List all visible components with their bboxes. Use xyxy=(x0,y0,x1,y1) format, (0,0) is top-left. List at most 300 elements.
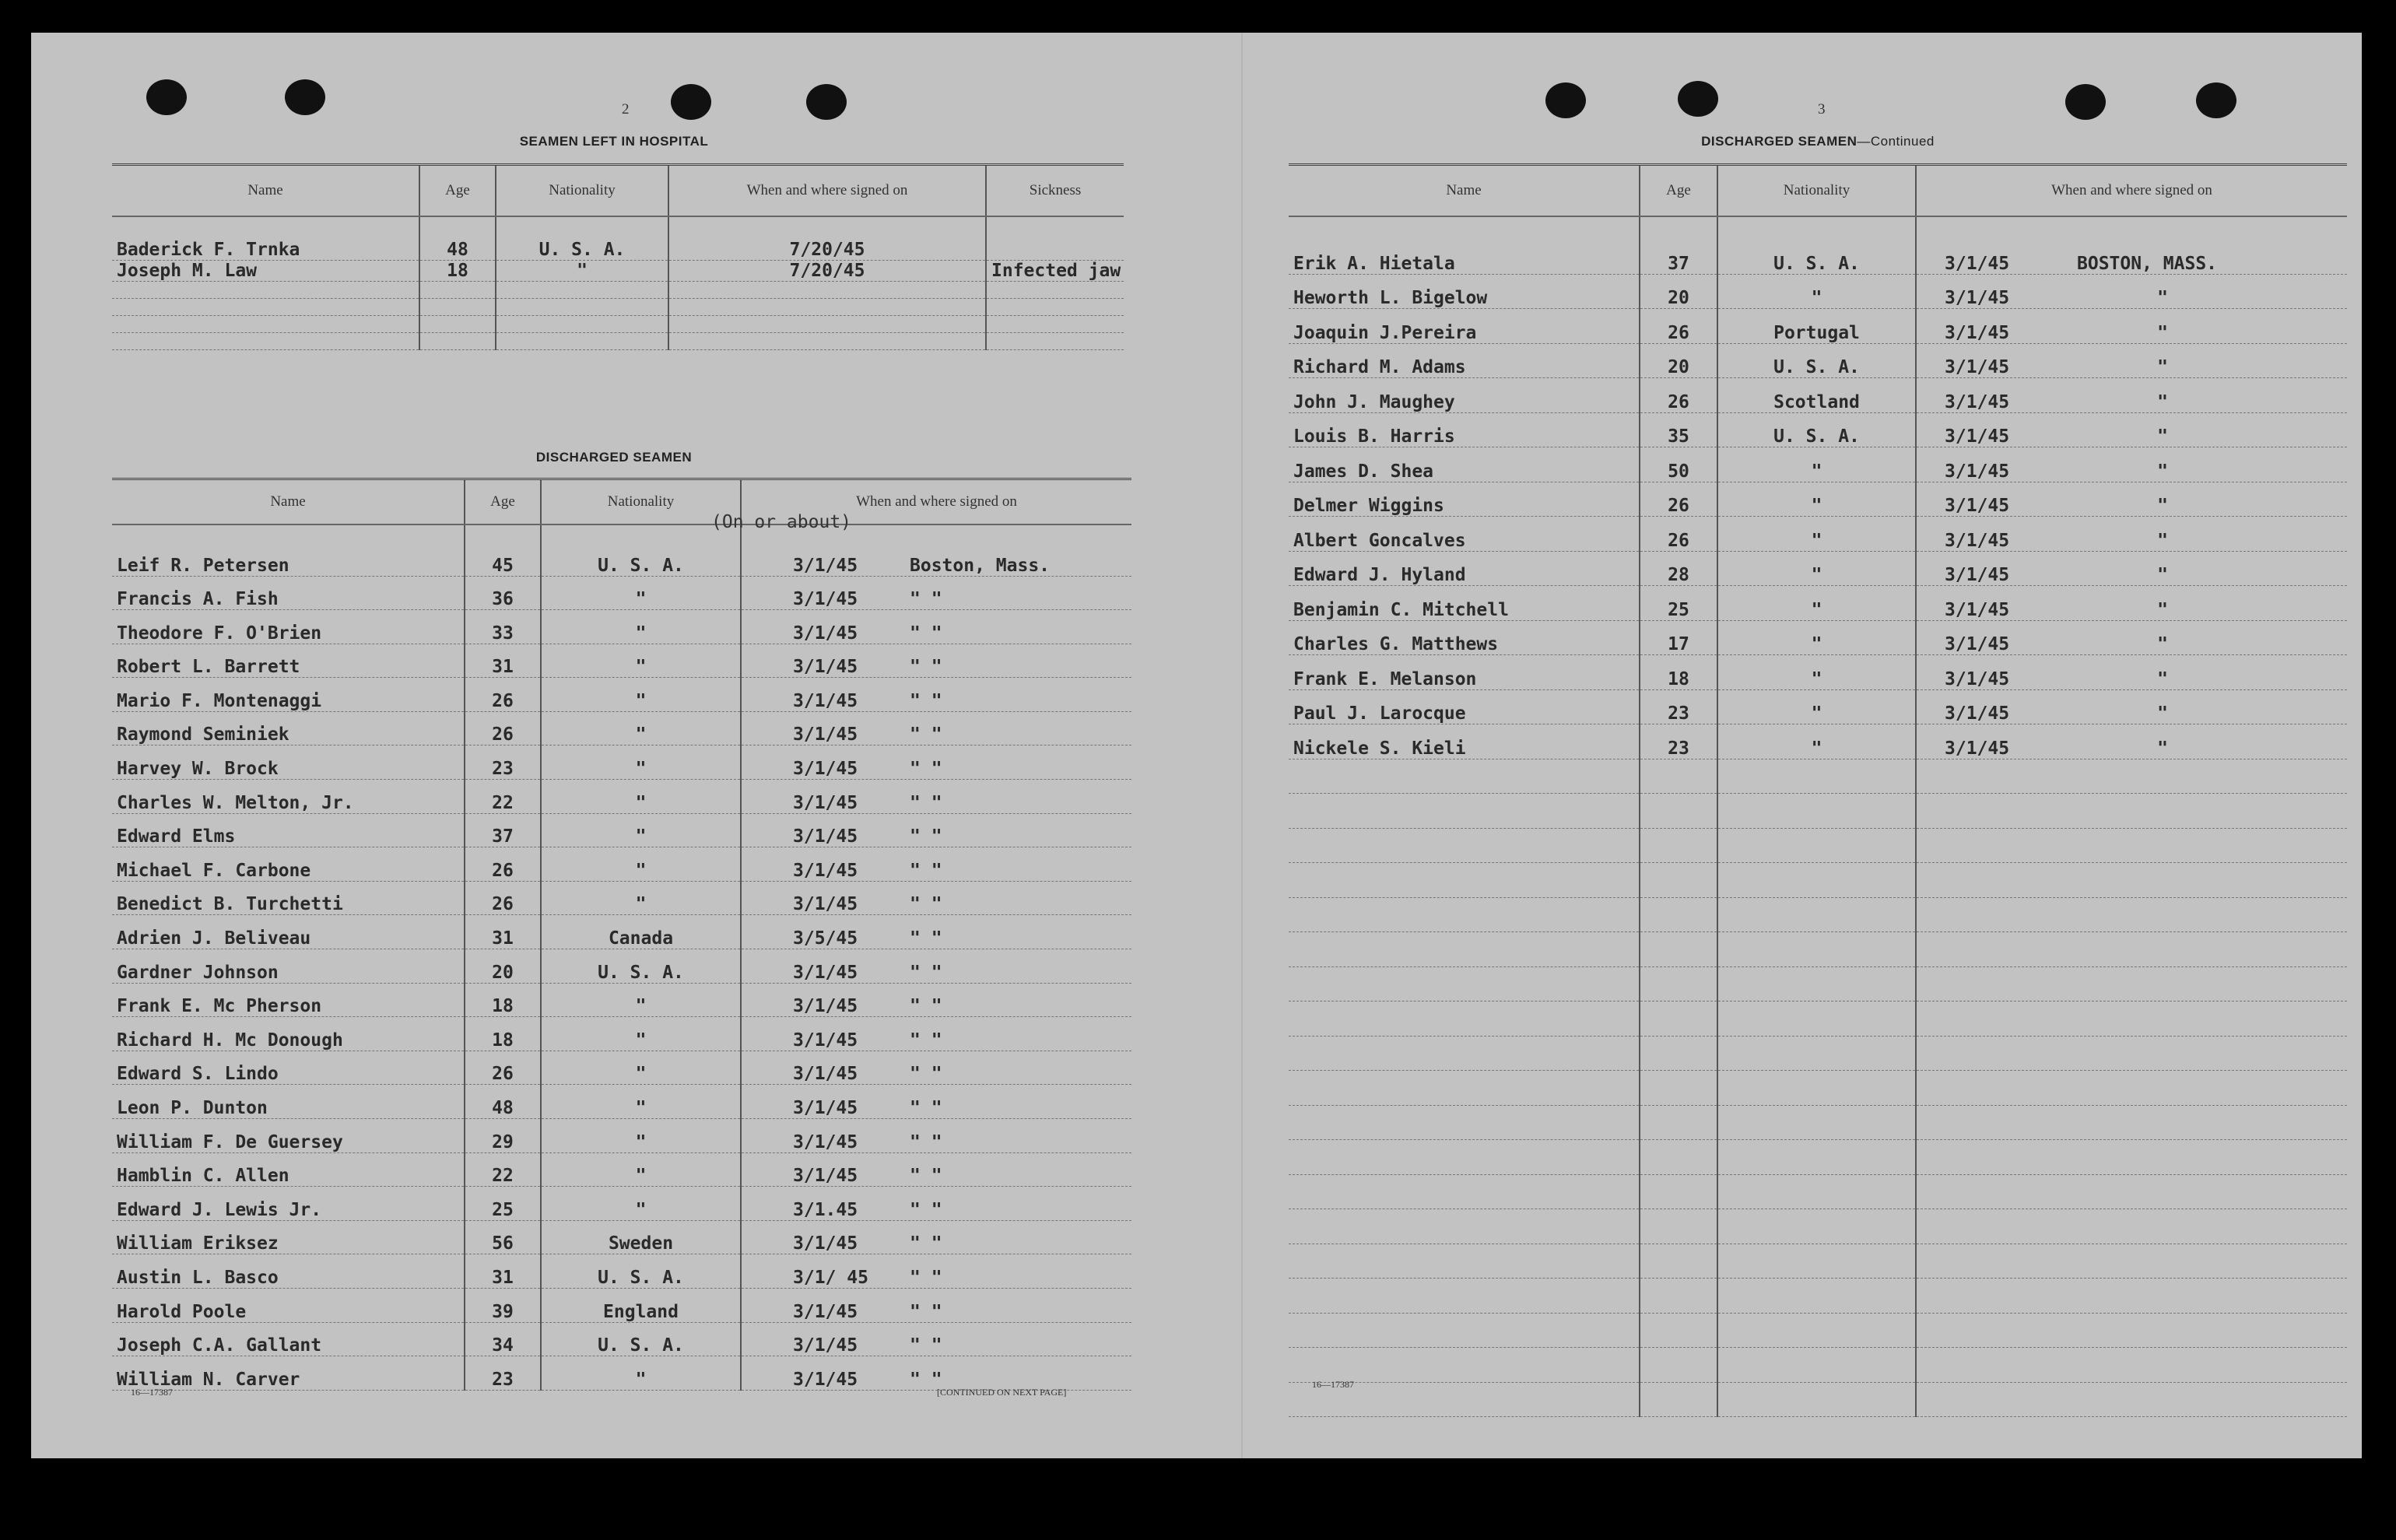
discharged-row xyxy=(1289,378,2347,413)
signed-on-date: 3/1/45 xyxy=(1945,668,2010,689)
seaman-age: 33 xyxy=(465,610,541,644)
col-name: Name xyxy=(1289,165,1640,217)
sickness xyxy=(986,315,1124,332)
blank-cell xyxy=(1640,1279,1717,1314)
discharged-cont-header-row xyxy=(1289,165,2347,217)
blank-cell xyxy=(1640,1244,1717,1279)
blank-cell xyxy=(1289,1279,1640,1314)
seaman-age: 25 xyxy=(1640,586,1717,621)
signed-on-place: " " xyxy=(910,623,942,644)
discharged-header-row xyxy=(112,479,1131,525)
seaman-name: Gardner Johnson xyxy=(112,949,465,984)
discharged-row xyxy=(112,745,1131,780)
blank-cell xyxy=(1717,794,1916,829)
blank-row xyxy=(1289,1140,2347,1175)
continued-note: [CONTINUED ON NEXT PAGE] xyxy=(937,1387,1067,1398)
blank-cell xyxy=(1640,1105,1717,1140)
signed-on-place: " xyxy=(2157,496,2168,516)
signed-on-place: " xyxy=(2157,461,2168,482)
seaman-age: 25 xyxy=(465,1187,541,1221)
blank-cell xyxy=(1916,828,2347,863)
signed-on xyxy=(1916,586,2347,621)
seaman-nationality: Sweden xyxy=(541,1220,741,1254)
signed-on-date: 3/1/45 xyxy=(793,1098,858,1118)
right-page xyxy=(1289,33,2347,1458)
col-sickness: Sickness xyxy=(986,165,1124,217)
signed-on xyxy=(741,1119,1131,1153)
blank-row xyxy=(1289,966,2347,1002)
seaman-age: 48 xyxy=(465,1085,541,1119)
seaman-name: Richard M. Adams xyxy=(1289,343,1640,378)
signed-on-place: " " xyxy=(910,792,942,813)
col-age: Age xyxy=(419,165,496,217)
seaman-age: 34 xyxy=(465,1322,541,1356)
seaman-nationality: " xyxy=(541,1119,741,1153)
seaman-age: 39 xyxy=(465,1288,541,1322)
signed-on-place: " " xyxy=(910,657,942,678)
signed-on xyxy=(1916,517,2347,552)
seaman-nationality: " xyxy=(541,813,741,847)
seaman-name: Charles W. Melton, Jr. xyxy=(112,780,465,814)
blank-cell xyxy=(1916,1071,2347,1106)
blank-cell xyxy=(1289,1002,1640,1037)
seaman-name: Adrien J. Beliveau xyxy=(112,915,465,949)
form-number: 16—17387 xyxy=(1312,1379,1354,1390)
blank-cell xyxy=(1916,1002,2347,1037)
signed-on xyxy=(741,881,1131,915)
blank-cell xyxy=(1289,1140,1640,1175)
col-nationality: Nationality xyxy=(1717,165,1916,217)
seaman-nationality: U. S. A. xyxy=(541,524,741,576)
signed-on-place: " xyxy=(2157,288,2168,308)
discharged-row xyxy=(112,1254,1131,1289)
seaman-name: Benjamin C. Mitchell xyxy=(1289,586,1640,621)
hospital-row xyxy=(112,332,1124,349)
seaman-name: William N. Carver xyxy=(112,1356,465,1391)
seaman-nationality xyxy=(496,298,668,315)
discharged-row xyxy=(112,983,1131,1017)
signed-on-place: " " xyxy=(910,860,942,881)
discharged-row xyxy=(112,1187,1131,1221)
blank-cell xyxy=(1916,897,2347,932)
discharged-row xyxy=(112,524,1131,576)
discharged-row xyxy=(112,711,1131,745)
blank-cell xyxy=(1916,1174,2347,1209)
blank-cell xyxy=(1289,1036,1640,1071)
signed-on-place: " " xyxy=(910,1267,942,1288)
blank-cell xyxy=(1717,1071,1916,1106)
blank-cell xyxy=(1717,863,1916,898)
signed-on-place: " " xyxy=(910,996,942,1017)
col-age: Age xyxy=(465,479,541,525)
seaman-name xyxy=(112,298,419,315)
discharged-row xyxy=(112,780,1131,814)
signed-on-date: 3/5/45 xyxy=(793,928,858,949)
seaman-age: 26 xyxy=(465,881,541,915)
seaman-age: 18 xyxy=(1640,655,1717,690)
seaman-nationality: " xyxy=(1717,551,1916,586)
seaman-name: Michael F. Carbone xyxy=(112,847,465,882)
blank-cell xyxy=(1916,1105,2347,1140)
blank-cell xyxy=(1289,1174,1640,1209)
signed-on-place: " xyxy=(2157,530,2168,551)
seaman-name: Leon P. Dunton xyxy=(112,1085,465,1119)
discharged-row xyxy=(1289,447,2347,482)
discharged-row xyxy=(1289,274,2347,309)
discharged-row xyxy=(112,576,1131,610)
seaman-age: 28 xyxy=(1640,551,1717,586)
blank-cell xyxy=(1640,966,1717,1002)
hospital-row xyxy=(112,260,1124,281)
blank-row xyxy=(1289,1002,2347,1037)
discharged-section-title: DISCHARGED SEAMEN xyxy=(535,450,693,465)
seaman-nationality: " xyxy=(1717,447,1916,482)
title-main: DISCHARGED SEAMEN xyxy=(1701,134,1858,149)
signed-on xyxy=(741,745,1131,780)
seaman-nationality: " xyxy=(1717,482,1916,517)
signed-on-date: 3/1/45 xyxy=(1945,599,2010,620)
blank-cell xyxy=(1717,932,1916,967)
signed-on xyxy=(741,1152,1131,1187)
page-number: 3 xyxy=(1818,101,1826,118)
blank-cell xyxy=(1289,863,1640,898)
seaman-name xyxy=(112,315,419,332)
blank-cell xyxy=(1289,1105,1640,1140)
signed-on-date: 3/1/45 xyxy=(793,1233,858,1254)
seaman-name: Mario F. Montenaggi xyxy=(112,678,465,712)
blank-row xyxy=(1289,828,2347,863)
discharged-cont-table xyxy=(1289,163,2347,1417)
seaman-name: Erik A. Hietala xyxy=(1289,216,1640,274)
signed-on-date: 3/1/45 xyxy=(793,1301,858,1322)
seaman-age xyxy=(419,298,496,315)
discharged-row xyxy=(1289,551,2347,586)
seaman-nationality: U. S. A. xyxy=(1717,412,1916,447)
seaman-age: 22 xyxy=(465,780,541,814)
discharged-table xyxy=(112,478,1131,1391)
blank-row xyxy=(1289,932,2347,967)
blank-cell xyxy=(1916,794,2347,829)
signed-on-place: " xyxy=(2157,738,2168,759)
seaman-name: John J. Maughey xyxy=(1289,378,1640,413)
blank-cell xyxy=(1640,863,1717,898)
blank-cell xyxy=(1717,1174,1916,1209)
seaman-name: Joseph M. Law xyxy=(112,260,419,281)
blank-row xyxy=(1289,897,2347,932)
signed-on xyxy=(741,1356,1131,1391)
blank-cell xyxy=(1717,1036,1916,1071)
signed-on-date: 3/1/45 xyxy=(793,724,858,745)
signed-on xyxy=(1916,378,2347,413)
signed-on-date: 3/1/45 xyxy=(1945,634,2010,654)
signed-on xyxy=(741,678,1131,712)
signed-on-date: 3/1/45 xyxy=(793,759,858,780)
discharged-row xyxy=(1289,517,2347,552)
sickness xyxy=(986,298,1124,315)
signed-on-place: Boston, Mass. xyxy=(910,555,1051,576)
col-name: Name xyxy=(112,165,419,217)
seaman-nationality: Portugal xyxy=(1717,309,1916,344)
blank-cell xyxy=(1916,1209,2347,1244)
col-name: Name xyxy=(112,479,465,525)
seaman-age: 18 xyxy=(465,983,541,1017)
blank-cell xyxy=(1916,932,2347,967)
seaman-name: Nickele S. Kieli xyxy=(1289,724,1640,759)
seaman-nationality: " xyxy=(541,780,741,814)
blank-cell xyxy=(1717,1348,1916,1383)
seaman-name: Austin L. Basco xyxy=(112,1254,465,1289)
signed-on xyxy=(1916,655,2347,690)
discharged-row xyxy=(112,915,1131,949)
blank-row xyxy=(1289,1313,2347,1348)
blank-cell xyxy=(1289,828,1640,863)
seaman-age: 23 xyxy=(465,1356,541,1391)
left-page xyxy=(112,33,1217,1458)
signed-on-place: " " xyxy=(910,1098,942,1118)
signed-on xyxy=(1916,343,2347,378)
seaman-name: Richard H. Mc Donough xyxy=(112,1017,465,1051)
discharged-row xyxy=(112,881,1131,915)
seaman-name: Benedict B. Turchetti xyxy=(112,881,465,915)
discharged-row xyxy=(112,1220,1131,1254)
seaman-nationality: " xyxy=(541,644,741,678)
blank-row xyxy=(1289,1071,2347,1106)
seaman-nationality: " xyxy=(541,1085,741,1119)
seaman-age: 23 xyxy=(1640,689,1717,724)
blank-cell xyxy=(1640,1313,1717,1348)
hospital-section-title: SEAMEN LEFT IN HOSPITAL xyxy=(519,134,709,149)
blank-cell xyxy=(1640,1140,1717,1175)
seaman-nationality: U. S. A. xyxy=(541,1254,741,1289)
signed-on-place: " " xyxy=(910,690,942,711)
signed-on xyxy=(741,1187,1131,1221)
signed-on xyxy=(741,1288,1131,1322)
seaman-age: 48 xyxy=(419,216,496,260)
on-or-about-note: (On or about) xyxy=(711,512,852,532)
col-signed-on: When and where signed on xyxy=(1916,165,2347,217)
blank-cell xyxy=(1916,1382,2347,1417)
blank-cell xyxy=(1640,1071,1717,1106)
col-signed-on: When and where signed on xyxy=(668,165,986,217)
hospital-table xyxy=(112,163,1124,350)
seaman-nationality: " xyxy=(541,847,741,882)
seaman-name: Charles G. Matthews xyxy=(1289,620,1640,655)
signed-on xyxy=(1916,724,2347,759)
signed-on-place: " xyxy=(2157,426,2168,447)
blank-cell xyxy=(1640,1002,1717,1037)
discharged-row xyxy=(112,813,1131,847)
signed-on-date: 3/1/45 xyxy=(793,962,858,983)
signed-on-date: 3/1/45 xyxy=(793,690,858,711)
discharged-row xyxy=(1289,343,2347,378)
discharged-row xyxy=(112,1356,1131,1391)
signed-on-date: 3/1/45 xyxy=(793,826,858,847)
sickness xyxy=(986,332,1124,349)
seaman-name: Joaquin J.Pereira xyxy=(1289,309,1640,344)
signed-on-date: 3/1/45 xyxy=(1945,565,2010,585)
signed-on xyxy=(741,780,1131,814)
signed-on-date: 3/1/45 xyxy=(1945,461,2010,482)
signed-on-place: " " xyxy=(910,928,942,949)
signed-on-place: " " xyxy=(910,1030,942,1051)
col-nationality: Nationality xyxy=(541,479,741,525)
seaman-name: Paul J. Larocque xyxy=(1289,689,1640,724)
blank-cell xyxy=(1717,1244,1916,1279)
blank-cell xyxy=(1717,1382,1916,1417)
seaman-name: Hamblin C. Allen xyxy=(112,1152,465,1187)
seaman-name: William Eriksez xyxy=(112,1220,465,1254)
blank-row xyxy=(1289,1105,2347,1140)
seaman-name: Delmer Wiggins xyxy=(1289,482,1640,517)
seaman-age: 35 xyxy=(1640,412,1717,447)
seaman-name xyxy=(112,281,419,298)
signed-on-date: 3/1/45 xyxy=(1945,322,2010,343)
blank-cell xyxy=(1289,1209,1640,1244)
signed-on-place: " " xyxy=(910,894,942,915)
blank-cell xyxy=(1717,1313,1916,1348)
hospital-row xyxy=(112,315,1124,332)
hospital-row xyxy=(112,216,1124,260)
blank-row xyxy=(1289,1279,2347,1314)
signed-on-place: " " xyxy=(910,589,942,610)
signed-on-date: 3/1/45 xyxy=(1945,496,2010,516)
signed-on xyxy=(1916,447,2347,482)
signed-on-place: " xyxy=(2157,357,2168,377)
signed-on-place: " xyxy=(2157,703,2168,724)
signed-on xyxy=(741,1254,1131,1289)
seaman-name: Leif R. Petersen xyxy=(112,524,465,576)
blank-cell xyxy=(1717,1002,1916,1037)
blank-cell xyxy=(1717,1105,1916,1140)
seaman-name: Frank E. Mc Pherson xyxy=(112,983,465,1017)
col-nationality: Nationality xyxy=(496,165,668,217)
blank-cell xyxy=(1640,1036,1717,1071)
seaman-name: Joseph C.A. Gallant xyxy=(112,1322,465,1356)
blank-cell xyxy=(1717,828,1916,863)
signed-on-place: " xyxy=(2157,391,2168,412)
signed-on-place: " " xyxy=(910,1131,942,1152)
blank-row xyxy=(1289,1382,2347,1417)
signed-on-place: " " xyxy=(910,1199,942,1220)
discharged-row xyxy=(112,1152,1131,1187)
seaman-name: Robert L. Barrett xyxy=(112,644,465,678)
seaman-name: Albert Goncalves xyxy=(1289,517,1640,552)
seaman-nationality xyxy=(496,315,668,332)
discharged-row xyxy=(112,1288,1131,1322)
blank-cell xyxy=(1916,1036,2347,1071)
blank-cell xyxy=(1916,1244,2347,1279)
seaman-age: 18 xyxy=(465,1017,541,1051)
seaman-age: 56 xyxy=(465,1220,541,1254)
signed-on-date: 3/1/45 xyxy=(1945,703,2010,724)
discharged-row xyxy=(1289,724,2347,759)
blank-row xyxy=(1289,1244,2347,1279)
signed-on xyxy=(741,1017,1131,1051)
signed-on xyxy=(1916,412,2347,447)
discharged-row xyxy=(1289,412,2347,447)
blank-row xyxy=(1289,863,2347,898)
blank-cell xyxy=(1289,1348,1640,1383)
signed-on xyxy=(1916,274,2347,309)
page-number: 2 xyxy=(622,101,630,118)
seaman-name: Heworth L. Bigelow xyxy=(1289,274,1640,309)
signed-on-date: 3/1/45 xyxy=(793,792,858,813)
blank-cell xyxy=(1717,1279,1916,1314)
blank-cell xyxy=(1289,932,1640,967)
discharged-row xyxy=(1289,482,2347,517)
blank-row xyxy=(1289,794,2347,829)
seaman-age: 26 xyxy=(1640,482,1717,517)
seaman-age: 26 xyxy=(1640,517,1717,552)
seaman-nationality: " xyxy=(541,1356,741,1391)
signed-on-date xyxy=(668,332,986,349)
blank-row xyxy=(1289,759,2347,794)
seaman-nationality: " xyxy=(541,1051,741,1085)
blank-cell xyxy=(1640,1209,1717,1244)
seaman-age: 23 xyxy=(465,745,541,780)
seaman-name: Raymond Seminiek xyxy=(112,711,465,745)
seaman-age: 36 xyxy=(465,576,541,610)
signed-on-place: " xyxy=(2157,599,2168,620)
seaman-name: Baderick F. Trnka xyxy=(112,216,419,260)
col-age: Age xyxy=(1640,165,1717,217)
signed-on-place: " " xyxy=(910,1064,942,1085)
seaman-nationality: " xyxy=(541,1187,741,1221)
seaman-nationality: " xyxy=(1717,655,1916,690)
sickness: Infected jaw xyxy=(986,260,1124,281)
seaman-nationality: " xyxy=(1717,274,1916,309)
signed-on xyxy=(1916,620,2347,655)
seaman-name: Harold Poole xyxy=(112,1288,465,1322)
signed-on-date: 3/1/45 xyxy=(793,1166,858,1187)
blank-cell xyxy=(1289,794,1640,829)
signed-on xyxy=(741,1220,1131,1254)
seaman-nationality xyxy=(496,332,668,349)
blank-cell xyxy=(1640,897,1717,932)
seaman-age: 26 xyxy=(1640,309,1717,344)
signed-on xyxy=(741,610,1131,644)
signed-on-date: 3/1/45 xyxy=(1945,288,2010,308)
signed-on-date: 3/1/45 xyxy=(793,623,858,644)
seaman-name: Edward Elms xyxy=(112,813,465,847)
signed-on-date: 3/1/45 xyxy=(793,1369,858,1390)
seaman-nationality: " xyxy=(1717,620,1916,655)
discharged-row xyxy=(1289,689,2347,724)
signed-on-date xyxy=(668,298,986,315)
signed-on-place: " xyxy=(2157,634,2168,654)
blank-cell xyxy=(1640,932,1717,967)
blank-cell xyxy=(1289,759,1640,794)
seaman-nationality: U. S. A. xyxy=(1717,343,1916,378)
blank-cell xyxy=(1916,1279,2347,1314)
seaman-nationality: " xyxy=(1717,586,1916,621)
col-signed-on: When and where signed on xyxy=(741,479,1131,525)
blank-cell xyxy=(1717,966,1916,1002)
signed-on xyxy=(1916,309,2347,344)
seaman-nationality: " xyxy=(541,711,741,745)
seaman-age: 31 xyxy=(465,1254,541,1289)
seaman-age: 26 xyxy=(465,678,541,712)
seaman-age: 22 xyxy=(465,1152,541,1187)
signed-on-date: 3/1/45 xyxy=(1945,357,2010,377)
seaman-name: James D. Shea xyxy=(1289,447,1640,482)
signed-on xyxy=(741,1085,1131,1119)
signed-on-date: 3/1/45 xyxy=(793,1030,858,1051)
signed-on-date: 3/1/45 xyxy=(1945,391,2010,412)
seaman-nationality: " xyxy=(541,983,741,1017)
seaman-nationality: " xyxy=(541,678,741,712)
seaman-age: 26 xyxy=(465,711,541,745)
